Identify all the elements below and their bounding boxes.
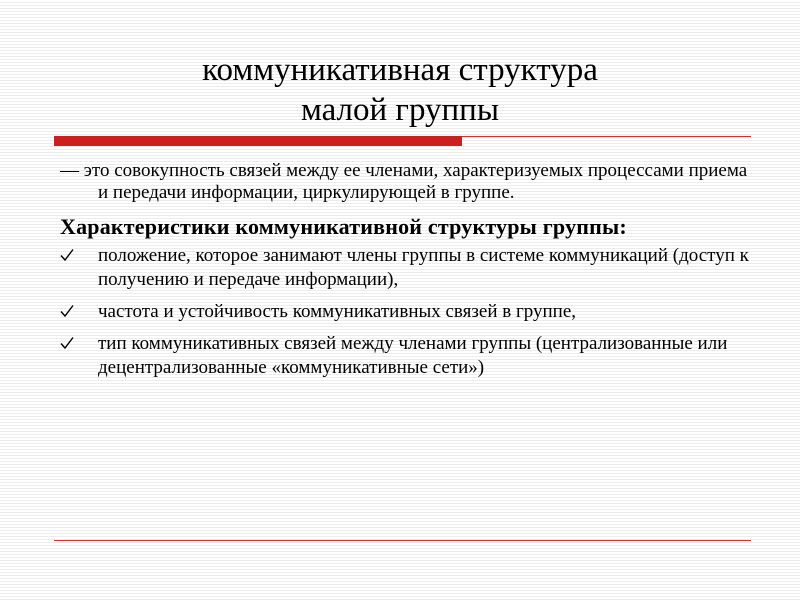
list-item (60, 332, 750, 380)
list-item-text: положение, которое занимают члены группы в системе коммуникаций (доступ к получению и передаче информации), (98, 245, 749, 290)
checkmark-icon (60, 336, 74, 350)
checkmark-icon (60, 248, 74, 262)
footer-divider (54, 540, 751, 541)
title-divider-accent-bar (54, 136, 462, 146)
characteristics-list (60, 244, 750, 380)
checkmark-icon (60, 304, 74, 318)
title-line-1: коммуникативная структура (202, 52, 598, 88)
list-item (60, 300, 750, 324)
list-item (60, 244, 750, 292)
title-line-2: малой группы (300, 92, 500, 128)
title-divider (54, 136, 751, 146)
list-item-text: тип коммуникативных связей между членами группы (централизованные или децентрализованные «коммуникативные сети») (98, 333, 728, 378)
slide-body (60, 160, 750, 388)
definition-text: — это совокупность связей между ее членами, характеризуемых процессами приема и передачи информации, циркулирующей в группе. (60, 160, 748, 203)
list-item-text: частота и устойчивость коммуникативных связей в группе, (98, 301, 577, 322)
slide-title (0, 50, 800, 130)
characteristics-heading: Характеристики коммуникативной структуры группы: (60, 214, 627, 239)
